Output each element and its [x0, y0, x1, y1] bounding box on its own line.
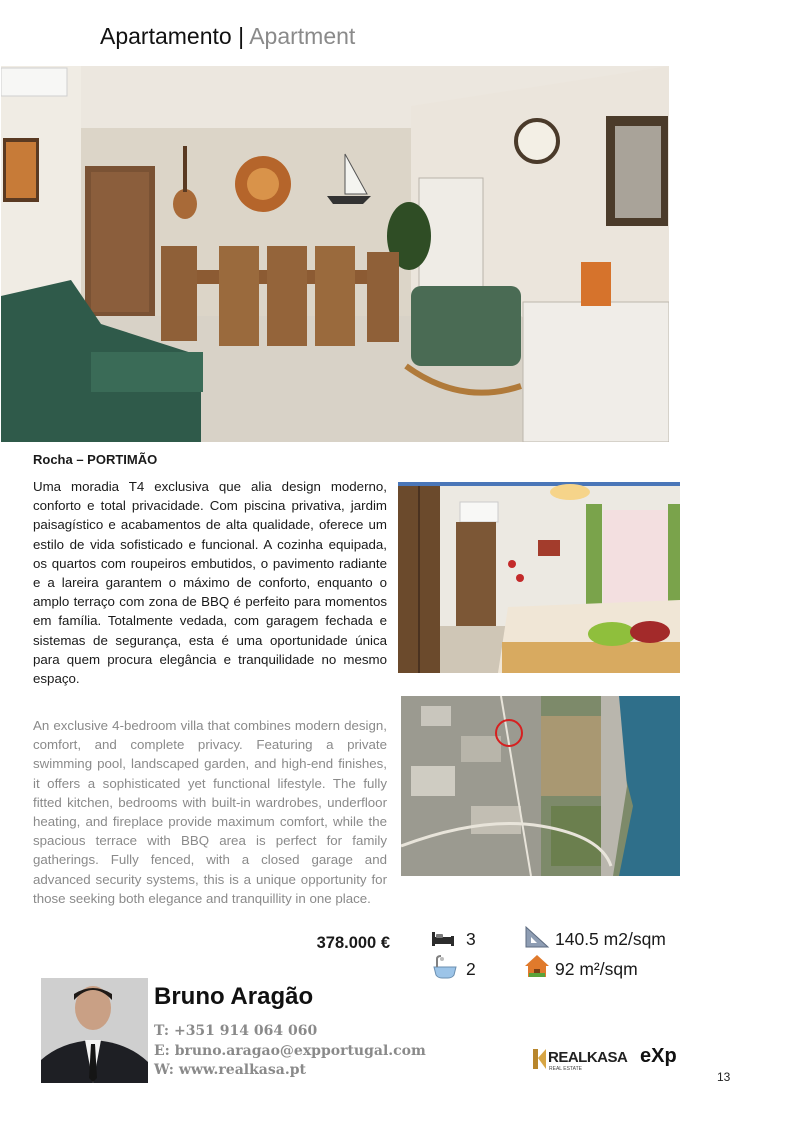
ruler-triangle-icon	[524, 925, 550, 949]
bathrooms-count: 2	[466, 959, 476, 979]
agent-phone[interactable]: T: +351 914 064 060	[154, 1023, 318, 1039]
description-english: An exclusive 4-bedroom villa that combines modern design, comfort, and complete privacy. Featuring a private swimming pool, landscaped garden, and high-end finishes, it offers a sophisticated yet functional lifestyle. The fully fitted kitchen, bedrooms with built-in wardrobes, underfloor heating, and fireplace provide maximum comfort, while the spacious terrace with BBQ area is perfect for family gatherings. Fully fenced, with a closed garage and advanced security systems, this is a unique opportunity for those seeking both elegance and tranquillity in one place.	[33, 718, 387, 906]
bedrooms-count: 3	[466, 929, 476, 949]
title-separator: |	[238, 23, 245, 49]
realkasa-logo	[532, 1044, 632, 1074]
location-map-image	[401, 696, 680, 876]
page-number: 13	[717, 1070, 731, 1084]
title-portuguese: Apartamento	[100, 23, 232, 49]
realkasa-subtitle: REAL ESTATE	[549, 1066, 582, 1072]
agent-email[interactable]: E: bruno.aragao@expportugal.com	[154, 1043, 426, 1059]
description-portuguese: Uma moradia T4 exclusiva que alia design moderno, conforto e total privacidade. Com piscina privativa, jardim paisagístico e acabamentos de alta qualidade, oferece um estilo de vida sofisticado e funcional. A cozinha equipada, os quartos com roupeiros embutidos, o pavimento radiante e a lareira garantem o máximo de conforto, enquanto o amplo terraço com zona de BBQ é perfeito para momentos em família. Totalmente vedada, com garagem fechada e sistemas de segurança, esta é uma oportunidade única para quem procura elegância e tranquilidade no mesmo espaço.	[33, 479, 387, 687]
realkasa-wordmark: REALKASA	[548, 1049, 628, 1066]
brand-logos	[532, 1044, 680, 1074]
bathtub-icon	[432, 955, 458, 979]
gross-area: 140.5 m2/sqm	[555, 929, 666, 949]
listing-location: Rocha – PORTIMÃO	[33, 452, 158, 467]
house-icon	[524, 954, 550, 978]
exp-logo: eXp	[640, 1045, 677, 1067]
title-english: Apartment	[249, 23, 356, 49]
bed-icon	[430, 928, 456, 950]
living-room-photo	[1, 66, 669, 442]
net-area: 92 m²/sqm	[555, 959, 638, 979]
agent-name: Bruno Aragão	[154, 983, 314, 1010]
page-title	[100, 20, 355, 52]
agent-website[interactable]: W: www.realkasa.pt	[154, 1062, 306, 1078]
bedroom-photo	[398, 482, 680, 673]
agent-photo	[41, 978, 148, 1083]
listing-price: 378.000 €	[316, 934, 390, 952]
